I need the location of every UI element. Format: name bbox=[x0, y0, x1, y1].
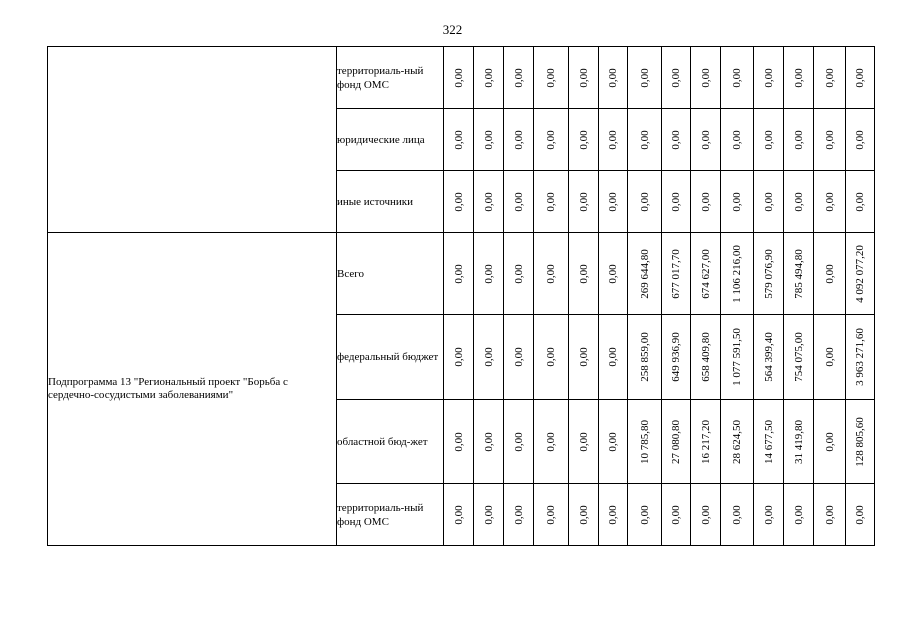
value-cell bbox=[721, 233, 754, 315]
value-cell bbox=[846, 315, 875, 400]
value-text: 10 785,80 bbox=[638, 419, 651, 464]
funding-source-cell: территориаль-ный фонд ОМС bbox=[337, 47, 444, 109]
funding-source-cell: областной бюд-жет bbox=[337, 400, 444, 484]
value-text: 0,00 bbox=[670, 191, 682, 212]
value-text: 0,00 bbox=[577, 129, 590, 150]
value-cell bbox=[534, 171, 569, 233]
value-text: 0,00 bbox=[545, 67, 557, 88]
value-cell bbox=[628, 47, 662, 109]
value-cell bbox=[846, 400, 875, 484]
table-row bbox=[48, 47, 875, 109]
value-cell bbox=[599, 47, 628, 109]
value-cell bbox=[599, 484, 628, 546]
value-text: 785 494,80 bbox=[792, 248, 805, 299]
value-cell bbox=[814, 47, 846, 109]
value-cell bbox=[599, 109, 628, 171]
value-cell bbox=[534, 47, 569, 109]
value-cell bbox=[691, 47, 721, 109]
value-cell bbox=[628, 484, 662, 546]
value-cell bbox=[569, 484, 599, 546]
value-cell bbox=[784, 484, 814, 546]
value-text: 0,00 bbox=[638, 129, 651, 150]
value-cell bbox=[846, 233, 875, 315]
value-text: 0,00 bbox=[452, 129, 465, 150]
value-text: 0,00 bbox=[823, 504, 836, 525]
value-text: 16 217,20 bbox=[699, 419, 712, 464]
value-text: 0,00 bbox=[482, 129, 495, 150]
value-text: 0,00 bbox=[482, 263, 495, 284]
value-text: 0,00 bbox=[792, 191, 805, 212]
value-cell bbox=[569, 171, 599, 233]
value-cell bbox=[504, 233, 534, 315]
value-cell bbox=[534, 109, 569, 171]
value-text: 0,00 bbox=[762, 67, 775, 88]
value-text: 0,00 bbox=[512, 191, 525, 212]
value-text: 754 075,00 bbox=[792, 332, 805, 382]
value-cell bbox=[628, 233, 662, 315]
value-cell bbox=[691, 315, 721, 400]
value-cell bbox=[599, 400, 628, 484]
value-text: 658 409,80 bbox=[699, 332, 712, 382]
value-text: 0,00 bbox=[638, 504, 651, 525]
value-cell bbox=[814, 315, 846, 400]
value-text: 0,00 bbox=[452, 347, 465, 367]
value-text: 0,00 bbox=[607, 347, 619, 367]
value-cell bbox=[721, 171, 754, 233]
value-cell bbox=[474, 109, 504, 171]
value-text: 0,00 bbox=[452, 263, 465, 284]
value-text: 677 017,70 bbox=[670, 248, 682, 299]
value-cell bbox=[814, 400, 846, 484]
value-text: 0,00 bbox=[607, 263, 619, 284]
value-cell bbox=[784, 109, 814, 171]
value-cell bbox=[569, 109, 599, 171]
value-cell bbox=[569, 400, 599, 484]
value-cell bbox=[754, 315, 784, 400]
value-text: 0,00 bbox=[452, 504, 465, 525]
value-cell bbox=[444, 484, 474, 546]
value-cell bbox=[662, 47, 691, 109]
value-cell bbox=[628, 315, 662, 400]
value-text: 0,00 bbox=[823, 129, 836, 150]
value-text: 14 677,50 bbox=[762, 419, 775, 464]
budget-table bbox=[47, 46, 875, 546]
value-cell bbox=[691, 109, 721, 171]
value-text: 1 077 591,50 bbox=[731, 328, 743, 386]
value-text: 0,00 bbox=[452, 431, 465, 452]
value-text: 0,00 bbox=[512, 129, 525, 150]
value-cell bbox=[846, 109, 875, 171]
value-cell bbox=[754, 47, 784, 109]
value-cell bbox=[474, 400, 504, 484]
value-text: 0,00 bbox=[854, 504, 866, 525]
value-text: 649 936,90 bbox=[670, 332, 682, 382]
value-cell bbox=[474, 484, 504, 546]
value-cell bbox=[691, 484, 721, 546]
value-cell bbox=[444, 109, 474, 171]
value-cell bbox=[662, 233, 691, 315]
value-text: 0,00 bbox=[577, 347, 590, 367]
value-cell bbox=[444, 315, 474, 400]
value-cell bbox=[754, 484, 784, 546]
value-cell bbox=[599, 315, 628, 400]
funding-source-cell: Всего bbox=[337, 233, 444, 315]
value-cell bbox=[444, 47, 474, 109]
value-cell bbox=[444, 400, 474, 484]
funding-source-cell: федеральный бюджет bbox=[337, 315, 444, 400]
value-text: 0,00 bbox=[792, 504, 805, 525]
value-text: 0,00 bbox=[545, 129, 557, 150]
value-cell bbox=[846, 484, 875, 546]
value-cell bbox=[754, 109, 784, 171]
value-text: 0,00 bbox=[699, 191, 712, 212]
value-cell bbox=[814, 109, 846, 171]
value-cell bbox=[662, 400, 691, 484]
value-text: 0,00 bbox=[823, 67, 836, 88]
value-text: 0,00 bbox=[854, 129, 866, 150]
value-text: 0,00 bbox=[607, 67, 619, 88]
value-cell bbox=[691, 233, 721, 315]
value-text: 0,00 bbox=[545, 347, 557, 367]
page-number: 322 bbox=[442, 22, 463, 37]
value-text: 1 106 216,00 bbox=[731, 244, 743, 303]
value-text: 0,00 bbox=[670, 67, 682, 88]
value-text: 0,00 bbox=[545, 191, 557, 212]
value-text: 0,00 bbox=[699, 129, 712, 150]
value-text: 0,00 bbox=[482, 347, 495, 367]
table-row bbox=[48, 233, 875, 315]
value-cell bbox=[814, 171, 846, 233]
value-text: 28 624,50 bbox=[731, 419, 743, 464]
value-cell bbox=[444, 233, 474, 315]
value-text: 0,00 bbox=[577, 67, 590, 88]
value-text: 31 419,80 bbox=[792, 419, 805, 464]
value-cell bbox=[754, 171, 784, 233]
value-cell bbox=[721, 47, 754, 109]
value-text: 564 399,40 bbox=[762, 332, 775, 382]
value-cell bbox=[569, 233, 599, 315]
value-text: 0,00 bbox=[577, 191, 590, 212]
value-cell bbox=[504, 400, 534, 484]
value-text: 0,00 bbox=[482, 504, 495, 525]
value-cell bbox=[534, 233, 569, 315]
value-text: 0,00 bbox=[577, 504, 590, 525]
funding-source-cell: юридические лица bbox=[337, 109, 444, 171]
program-name-cell: Подпрограмма 13 "Региональный проект "Борьба с сердечно-сосудистыми заболеваниями" bbox=[48, 233, 337, 546]
value-text: 0,00 bbox=[823, 347, 836, 367]
value-cell bbox=[754, 233, 784, 315]
value-cell bbox=[474, 47, 504, 109]
value-text: 0,00 bbox=[699, 67, 712, 88]
value-cell bbox=[754, 400, 784, 484]
value-cell bbox=[814, 484, 846, 546]
value-text: 0,00 bbox=[512, 431, 525, 452]
value-text: 0,00 bbox=[577, 263, 590, 284]
value-text: 27 080,80 bbox=[670, 419, 682, 464]
value-cell bbox=[628, 171, 662, 233]
value-cell bbox=[474, 171, 504, 233]
value-text: 0,00 bbox=[762, 191, 775, 212]
value-cell bbox=[504, 171, 534, 233]
value-cell bbox=[599, 233, 628, 315]
value-text: 674 627,00 bbox=[699, 248, 712, 299]
value-text: 0,00 bbox=[452, 191, 465, 212]
value-text: 0,00 bbox=[792, 129, 805, 150]
value-cell bbox=[534, 315, 569, 400]
value-text: 0,00 bbox=[607, 504, 619, 525]
value-cell bbox=[569, 315, 599, 400]
value-cell bbox=[784, 233, 814, 315]
value-text: 0,00 bbox=[607, 129, 619, 150]
value-cell bbox=[721, 484, 754, 546]
value-cell bbox=[628, 400, 662, 484]
value-cell bbox=[569, 47, 599, 109]
value-cell bbox=[599, 171, 628, 233]
value-text: 269 644,80 bbox=[638, 248, 651, 299]
value-cell bbox=[504, 109, 534, 171]
value-text: 128 805,60 bbox=[854, 416, 866, 467]
value-text: 0,00 bbox=[731, 129, 743, 150]
value-cell bbox=[662, 109, 691, 171]
value-text: 0,00 bbox=[512, 504, 525, 525]
value-text: 0,00 bbox=[545, 431, 557, 452]
value-cell bbox=[691, 400, 721, 484]
value-text: 0,00 bbox=[607, 191, 619, 212]
value-text: 0,00 bbox=[670, 129, 682, 150]
value-cell bbox=[662, 315, 691, 400]
value-cell bbox=[784, 400, 814, 484]
value-text: 0,00 bbox=[482, 191, 495, 212]
value-text: 0,00 bbox=[577, 431, 590, 452]
value-cell bbox=[721, 315, 754, 400]
value-text: 0,00 bbox=[512, 347, 525, 367]
value-cell bbox=[474, 315, 504, 400]
funding-source-cell: территориаль-ный фонд ОМС bbox=[337, 484, 444, 546]
value-cell bbox=[721, 109, 754, 171]
value-cell bbox=[784, 315, 814, 400]
value-cell bbox=[534, 484, 569, 546]
value-text: 0,00 bbox=[823, 263, 836, 284]
value-text: 0,00 bbox=[670, 504, 682, 525]
value-text: 3 963 271,60 bbox=[854, 328, 866, 386]
value-cell bbox=[691, 171, 721, 233]
value-cell bbox=[721, 400, 754, 484]
value-text: 0,00 bbox=[452, 67, 465, 88]
value-text: 0,00 bbox=[607, 431, 619, 452]
value-text: 0,00 bbox=[854, 67, 866, 88]
value-text: 0,00 bbox=[792, 67, 805, 88]
value-text: 0,00 bbox=[482, 431, 495, 452]
value-cell bbox=[504, 315, 534, 400]
funding-source-cell: иные источники bbox=[337, 171, 444, 233]
value-text: 0,00 bbox=[823, 191, 836, 212]
value-cell bbox=[662, 171, 691, 233]
value-text: 0,00 bbox=[731, 191, 743, 212]
value-cell bbox=[504, 47, 534, 109]
value-text: 0,00 bbox=[731, 67, 743, 88]
value-text: 0,00 bbox=[512, 67, 525, 88]
value-text: 0,00 bbox=[545, 263, 557, 284]
value-cell bbox=[784, 47, 814, 109]
value-cell bbox=[474, 233, 504, 315]
value-text: 0,00 bbox=[638, 67, 651, 88]
value-text: 258 859,00 bbox=[638, 332, 651, 382]
value-text: 0,00 bbox=[731, 504, 743, 525]
value-cell bbox=[814, 233, 846, 315]
value-cell bbox=[534, 400, 569, 484]
value-text: 0,00 bbox=[762, 129, 775, 150]
value-text: 0,00 bbox=[762, 504, 775, 525]
value-text: 0,00 bbox=[482, 67, 495, 88]
value-cell bbox=[628, 109, 662, 171]
value-text: 0,00 bbox=[512, 263, 525, 284]
value-text: 0,00 bbox=[699, 504, 712, 525]
value-cell bbox=[444, 171, 474, 233]
value-text: 579 076,90 bbox=[762, 248, 775, 299]
value-cell bbox=[846, 47, 875, 109]
value-text: 0,00 bbox=[545, 504, 557, 525]
value-cell bbox=[662, 484, 691, 546]
value-text: 4 092 077,20 bbox=[854, 244, 866, 303]
value-cell bbox=[784, 171, 814, 233]
value-cell bbox=[846, 171, 875, 233]
value-text: 0,00 bbox=[823, 431, 836, 452]
value-cell bbox=[504, 484, 534, 546]
program-cell-empty bbox=[48, 47, 337, 233]
value-text: 0,00 bbox=[854, 191, 866, 212]
value-text: 0,00 bbox=[638, 191, 651, 212]
